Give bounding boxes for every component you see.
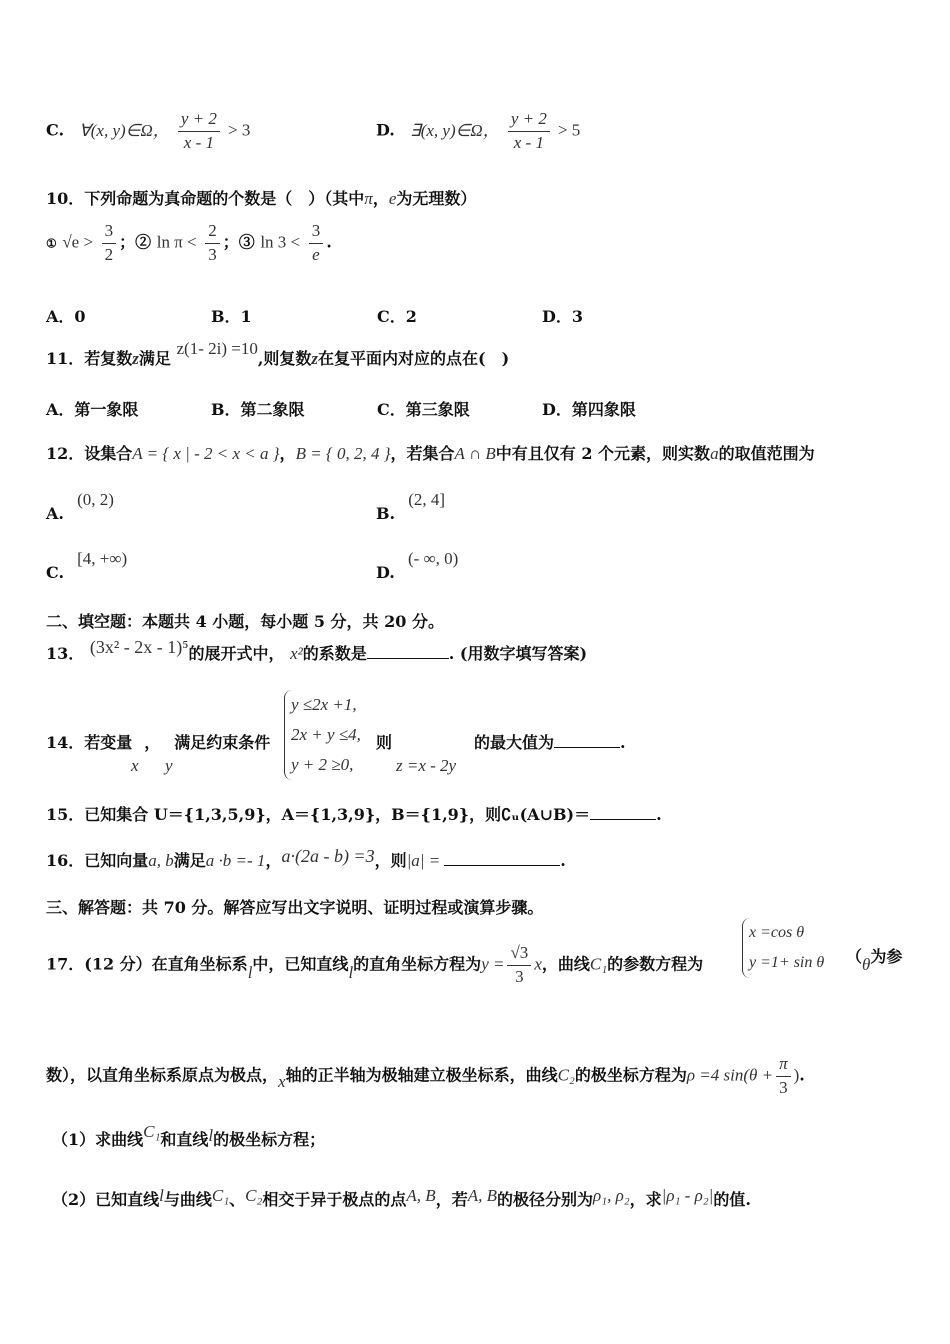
fraction-numerator: 3 (309, 222, 324, 244)
q11-option-a (46, 397, 138, 420)
stem-text: . (656, 805, 662, 824)
math-fraction (508, 110, 550, 152)
q15 (46, 802, 662, 825)
stem-text: （2）已知直线 (52, 1190, 160, 1209)
q10-option-d (542, 304, 583, 327)
stem-text: 相交于异于极点的点 (262, 1190, 407, 1209)
math-fraction (507, 944, 531, 986)
section-3-heading: 三、解答题：共 70 分。解答应写出文字说明、证明过程或演算步骤。 (46, 898, 544, 917)
option-text: 第二象限 (240, 400, 305, 419)
option-text: 第三象限 (405, 400, 470, 419)
math-vectors: a, b (148, 851, 174, 870)
item-separator: ；③ (222, 232, 255, 252)
stem-text: 中有且仅有 2 个元素，则实数 (495, 444, 711, 463)
stem-text: 数），以直角坐标系原点为极点， (46, 1065, 279, 1085)
math-quantifier: ∃(x, y)∈Ω， (409, 120, 500, 140)
option-text: 第一象限 (74, 400, 139, 419)
stem-text: （ (846, 947, 863, 966)
stem-text: 为参 (870, 947, 903, 966)
stem-text: 14．若变量 (46, 733, 133, 752)
math-lhs: y = (481, 954, 505, 974)
option-text: 2 (405, 307, 417, 326)
option-label: A． (46, 307, 75, 326)
math-c1: C₁ (589, 954, 608, 974)
question-number: 13． (46, 644, 85, 663)
math-expression: ln 3 < (260, 232, 301, 252)
option-label: B． (211, 307, 241, 326)
option-text: (- ∞, 0) (407, 549, 459, 568)
stem-text: 16．已知向量 (46, 851, 149, 870)
option-label: D. (376, 563, 395, 582)
math-set-a: A = { x | - 2 < x < a } (132, 444, 280, 463)
q13 (46, 637, 588, 664)
stem-text: 的展开式中， (188, 644, 285, 663)
q17-part-1 (52, 1122, 326, 1150)
q17-part-2 (52, 1187, 751, 1210)
fraction-denominator: 3 (515, 966, 524, 986)
stem-text: 17．(12 分）在直角坐标系 (46, 954, 248, 974)
answer-blank[interactable] (590, 805, 656, 820)
stem-text: 、 (229, 1190, 246, 1209)
math-x: x (278, 1071, 286, 1091)
q10-option-a (46, 304, 86, 327)
math-dot-product: a ·b =- 1 (205, 851, 266, 870)
q12-option-c (46, 549, 128, 582)
q17-line-2 (46, 1055, 805, 1097)
q14-tail (474, 730, 626, 753)
stem-text: 15．已知集合 U＝{1,3,5,9}，A＝{1,3,9}，B＝{1,9}，则∁ᵤ(A∪B)＝ (46, 805, 591, 824)
q12-option-b (376, 490, 446, 523)
stem-text: 在复平面内对应的点在( ) (318, 349, 510, 368)
stem-text: 的值. (713, 1190, 751, 1209)
q14-stem-left (46, 730, 270, 753)
math-points: A, B (467, 1186, 497, 1205)
stem-text: 和直线 (160, 1130, 209, 1149)
math-fraction (102, 222, 117, 264)
option-label: A． (46, 400, 75, 419)
stem-text: ，若集合 (390, 444, 455, 463)
stem-text: ，则 (374, 851, 407, 870)
parametric-system (742, 918, 824, 978)
constraint-line: 2x + y ≤4, (291, 725, 361, 744)
fraction-numerator: 3 (102, 222, 117, 244)
stem-comma: ， (144, 733, 161, 752)
stem-text: ，求 (629, 1190, 662, 1209)
q12-option-d (376, 549, 459, 582)
stem-text: 的最大值为 (474, 733, 555, 752)
math-radii: ρ₁, ρ₂ (593, 1186, 630, 1205)
math-x: x (131, 756, 139, 775)
stem-text: 与曲线 (163, 1190, 212, 1209)
math-expression: ln π < (156, 232, 197, 252)
option-label: C． (377, 307, 406, 326)
q9-option-d (376, 110, 580, 152)
math-condition: a·(2a - b) =3 (281, 846, 375, 866)
option-label: D． (542, 400, 572, 419)
math-fraction (776, 1055, 791, 1097)
stem-comma: ， (372, 189, 389, 208)
item-separator: ；② (119, 232, 152, 252)
option-label: B. (376, 504, 396, 523)
option-label: C． (377, 400, 406, 419)
math-abs: |a| = (406, 851, 441, 870)
stem-text: 满足 (138, 349, 171, 368)
option-text: 3 (571, 307, 584, 326)
math-y: y (165, 756, 173, 775)
option-label: B． (211, 400, 241, 419)
math-expression: (3x² - 2x - 1)⁵ (89, 637, 189, 657)
math-l: l (348, 962, 354, 982)
option-label: A. (46, 504, 64, 523)
answer-blank[interactable] (367, 644, 449, 659)
answer-blank[interactable] (444, 851, 560, 866)
fraction-denominator: 3 (779, 1077, 788, 1097)
option-label: D. (376, 120, 395, 140)
math-relation: > 5 (557, 120, 581, 140)
stem-text: 的直角坐标方程为 (353, 954, 482, 974)
q10-items (46, 222, 332, 264)
fraction-denominator: 3 (208, 244, 217, 264)
stem-text: 12．设集合 (46, 444, 133, 463)
math-abs-difference: |ρ₁ - ρ₂| (661, 1186, 714, 1205)
math-c2: C₂ (245, 1186, 263, 1205)
fraction-denominator: e (312, 244, 320, 264)
math-points: A, B (406, 1186, 436, 1205)
q12-option-a (46, 490, 114, 523)
math-polar: ρ =4 sin(θ + (686, 1065, 774, 1085)
stem-comma: ， (265, 851, 282, 870)
param-line: x =cos θ (749, 924, 805, 941)
option-text: 第四象限 (571, 400, 636, 419)
math-x: x (534, 954, 542, 974)
math-objective: z =x - 2y (396, 756, 457, 775)
math-intersection: A ∩ B (454, 444, 496, 463)
stem-text: 轴的正半轴为极轴建立极坐标系，曲线 (285, 1065, 558, 1085)
stem-comma: ， (279, 444, 296, 463)
constraint-line: y ≤2x +1, (291, 695, 357, 714)
option-label: C. (46, 120, 65, 140)
system-brace (742, 918, 824, 978)
stem-text: 为无理数） (396, 189, 477, 208)
stem-text: 中，已知直线 (252, 954, 349, 974)
fraction-numerator: 2 (205, 222, 220, 244)
option-label: C. (46, 563, 65, 582)
math-l: l (247, 962, 253, 982)
math-paren: ) (793, 1065, 800, 1085)
math-equation: z(1- 2i) =10 (176, 339, 258, 358)
constraint-system (284, 690, 361, 780)
stem-text: ，若 (435, 1190, 468, 1209)
param-line: y =1+ sin θ (749, 954, 825, 971)
q11-option-d (542, 397, 636, 420)
math-expression: √e > (62, 232, 94, 252)
math-fraction (205, 222, 220, 264)
math-l: l (208, 1126, 214, 1145)
math-e: e (388, 189, 397, 208)
math-fraction (178, 110, 220, 152)
stem-text: 满足约束条件 (174, 733, 271, 752)
q10-option-c (377, 304, 417, 327)
stem-text: . (799, 1065, 805, 1085)
math-z: z (132, 349, 139, 368)
math-c2: C₂ (557, 1065, 575, 1085)
math-l: l (159, 1186, 164, 1205)
option-text: 0 (74, 307, 86, 326)
fraction-numerator: y + 2 (178, 110, 220, 132)
q17-line-1 (46, 944, 703, 986)
option-label: D． (542, 307, 572, 326)
q9-option-c (46, 110, 250, 152)
option-text: (2, 4] (408, 490, 446, 509)
fraction-denominator: x - 1 (183, 132, 214, 152)
item-mark: ① (46, 236, 57, 251)
stem-text: 11．若复数 (46, 349, 133, 368)
math-x-squared: x² (290, 644, 303, 663)
math-fraction (309, 222, 324, 264)
math-set-b: B = { 0, 2, 4 } (295, 444, 391, 463)
stem-text: 的极坐标方程； (213, 1130, 326, 1149)
stem-text: ,则复数 (257, 349, 312, 368)
q11-stem (46, 339, 510, 369)
fraction-numerator: √3 (507, 944, 531, 966)
math-c1: C₁ (211, 1186, 230, 1205)
fraction-numerator: π (776, 1055, 791, 1077)
option-text: (0, 2) (77, 490, 114, 509)
q10-stem (46, 186, 476, 209)
math-theta: θ (862, 955, 871, 974)
fraction-numerator: y + 2 (508, 110, 550, 132)
stem-text: ，曲线 (541, 954, 590, 974)
system-brace (284, 690, 361, 780)
stem-text: 的系数是 (302, 644, 367, 663)
q17-line-1-tail (846, 944, 903, 974)
q14-then: 则 (376, 733, 393, 752)
stem-text: . (620, 733, 626, 752)
math-relation: > 3 (228, 120, 251, 140)
constraint-line: y + 2 ≥0, (291, 755, 354, 774)
math-a: a (710, 444, 719, 463)
answer-blank[interactable] (554, 733, 620, 748)
stem-text: 10．下列命题为真命题的个数是（ ）（其中 (46, 189, 365, 208)
stem-text: 的取值范围为 (718, 444, 815, 463)
stem-text: 的参数方程为 (607, 954, 704, 974)
math-z: z (311, 349, 319, 368)
fraction-denominator: x - 1 (513, 132, 544, 152)
q12-stem (46, 441, 815, 464)
q16 (46, 848, 566, 871)
stem-text: . (用数字填写答案) (448, 644, 588, 663)
math-pi: π (364, 189, 373, 208)
stem-text: 的极径分别为 (497, 1190, 594, 1209)
item-end: . (326, 232, 332, 252)
math-c1: C₁ (143, 1122, 161, 1141)
q11-option-b (211, 397, 305, 420)
math-quantifier: ∀(x, y)∈Ω， (79, 120, 170, 140)
q11-option-c (377, 397, 470, 420)
option-text: [4, +∞) (77, 549, 128, 568)
stem-text: （1）求曲线 (52, 1130, 144, 1149)
option-text: 1 (240, 307, 252, 326)
section-2-heading: 二、填空题：本题共 4 小题，每小题 5 分，共 20 分。 (46, 612, 444, 631)
stem-text: 满足 (173, 851, 206, 870)
stem-text: . (560, 851, 566, 870)
q10-option-b (211, 304, 252, 327)
stem-text: 的极坐标方程为 (574, 1065, 687, 1085)
fraction-denominator: 2 (104, 244, 114, 264)
